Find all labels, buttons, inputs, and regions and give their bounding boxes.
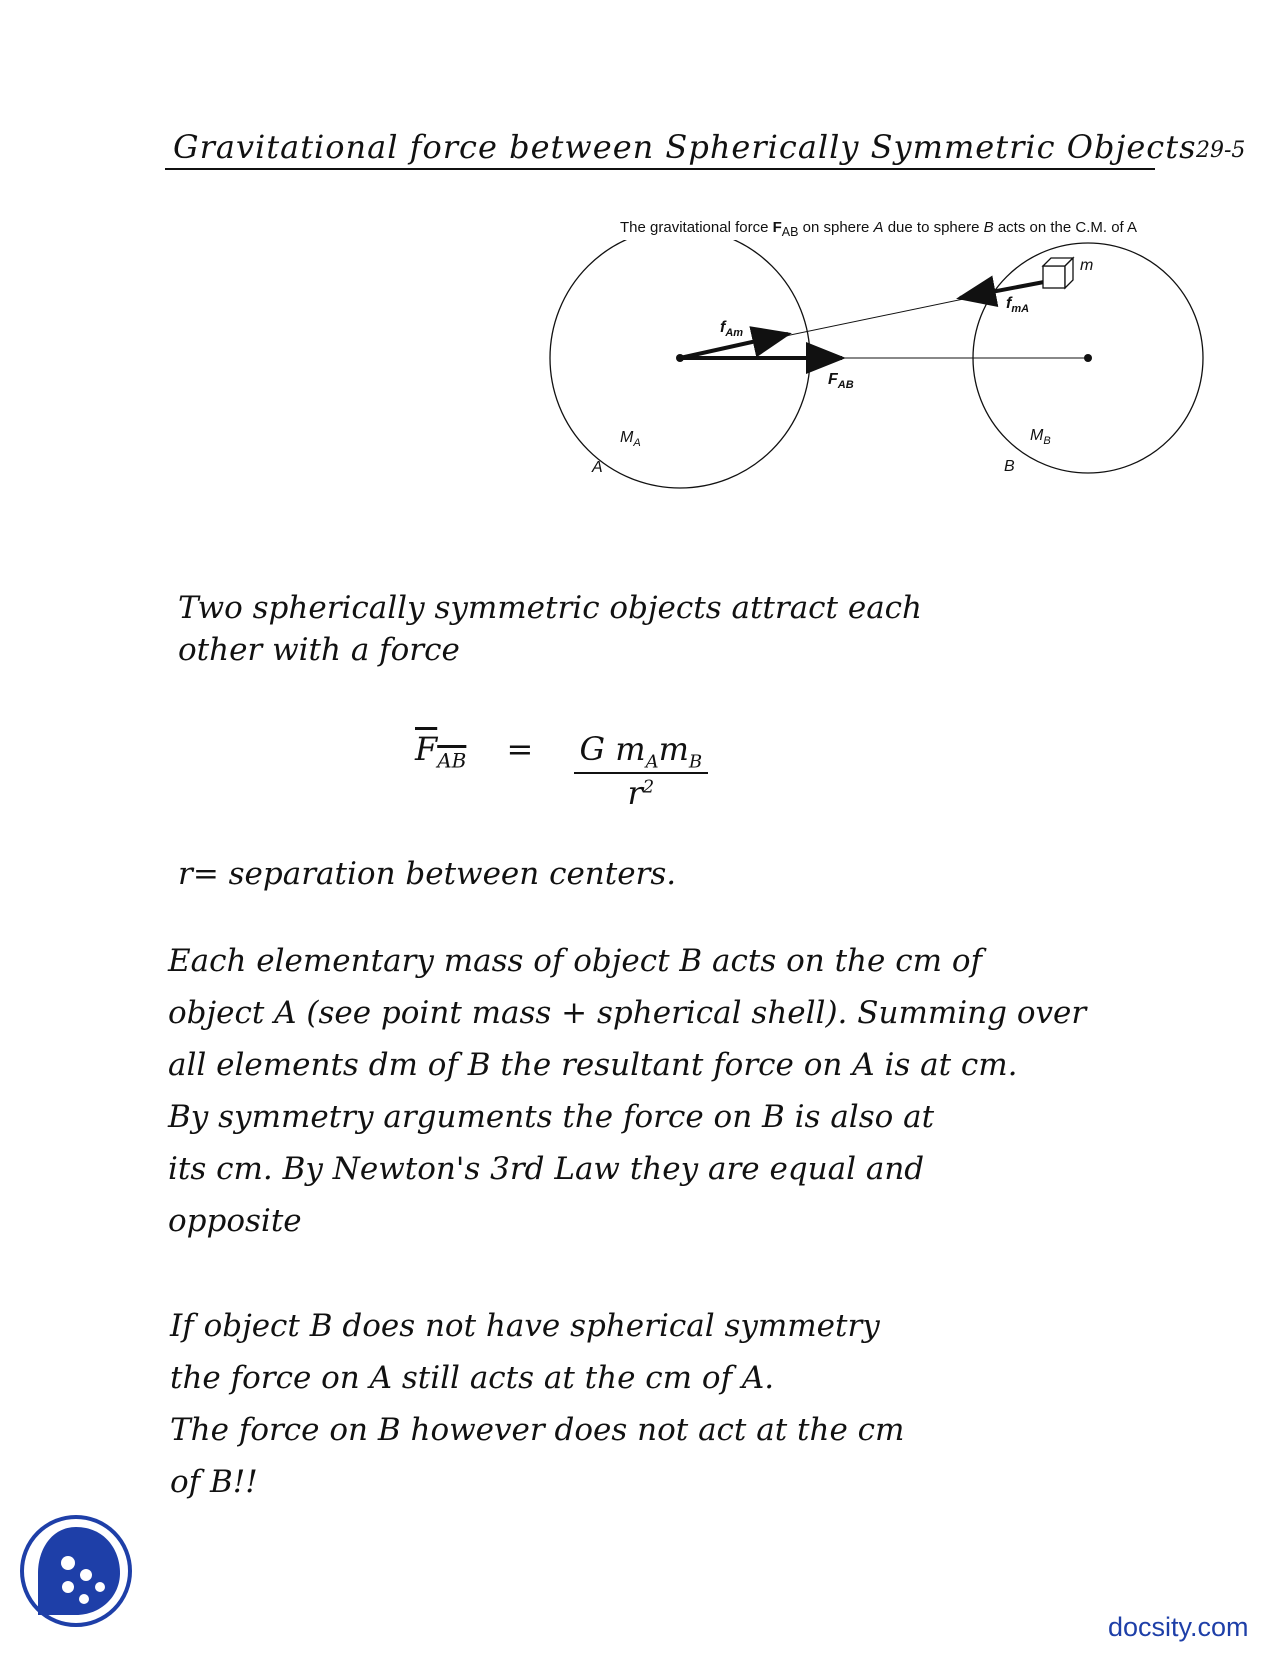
equation-lhs: $F_{AB}$ [415,730,467,773]
label-a: A [592,459,603,476]
p2-line-3: all elements dm of B the resultant force on A is at cm. [168,1047,1018,1083]
p3-line-1: If object B does not have spherical symmetry [170,1308,880,1344]
intro-line-1: Two spherically symmetric objects attract each [178,590,922,626]
arrow-f-ma [960,282,1044,298]
label-f-ab: $F_{AB}$ [828,371,854,391]
p2-line-6: opposite [168,1203,302,1239]
page-title: Gravitational force between Spherically Symmetric Objects [173,128,1197,166]
equation-denominator: $r^2$ [627,774,655,813]
caption-mid2: due to sphere [887,219,980,236]
caption-mid: on sphere [802,219,870,236]
caption-end: acts on the C.M. of A [997,219,1138,236]
page-number: 29-5 [1196,138,1246,163]
spheres-diagram [540,240,1240,510]
equation-equals: = [506,730,534,768]
p2-line-4: By symmetry arguments the force on B is also at [168,1099,935,1135]
label-f-am: $f_{Am}$ [720,319,744,339]
equation-fraction [574,730,709,812]
caption-a: A [873,219,884,236]
caption-b: B [983,219,994,236]
label-m: m [1080,257,1094,274]
caption-text: The gravitational force [620,219,769,236]
docsity-logo-icon[interactable] [20,1515,132,1627]
figure-caption [620,219,1137,239]
caption-subscript: AB [781,225,799,239]
intro-line-2: other with a force [178,632,460,668]
p3-line-2: the force on A still acts at the cm of A. [170,1360,775,1396]
paragraph-elementary-mass [168,935,1086,1247]
equation-numerator: G $m_Am_B$ [574,730,709,774]
p3-line-3: The force on B however does not act at the cm [170,1412,905,1448]
p2-line-2: object A (see point mass + spherical shell). Summing over [168,995,1087,1031]
caption-symbol: F [772,219,782,236]
center-b-dot [1084,354,1092,362]
label-m-b: $M_B$ [1030,427,1051,447]
sphere-a [550,240,810,488]
label-f-ma: $f_{mA}$ [1006,295,1030,315]
force-equation [415,730,708,812]
docsity-watermark[interactable]: docsity.com [1108,1612,1249,1642]
cube-icon [1043,258,1073,288]
p2-line-1: Each elementary mass of object B acts on the cm of [168,943,982,979]
p3-line-4: of B!! [170,1464,258,1500]
label-b: B [1004,458,1015,475]
paragraph-intro [178,582,922,676]
definition-line: r= separation between centers. [178,856,677,892]
paragraph-non-symmetric [170,1300,904,1508]
title-underline [165,168,1155,170]
label-m-a: $M_A$ [620,429,641,449]
p2-line-5: its cm. By Newton's 3rd Law they are equal and [168,1151,925,1187]
